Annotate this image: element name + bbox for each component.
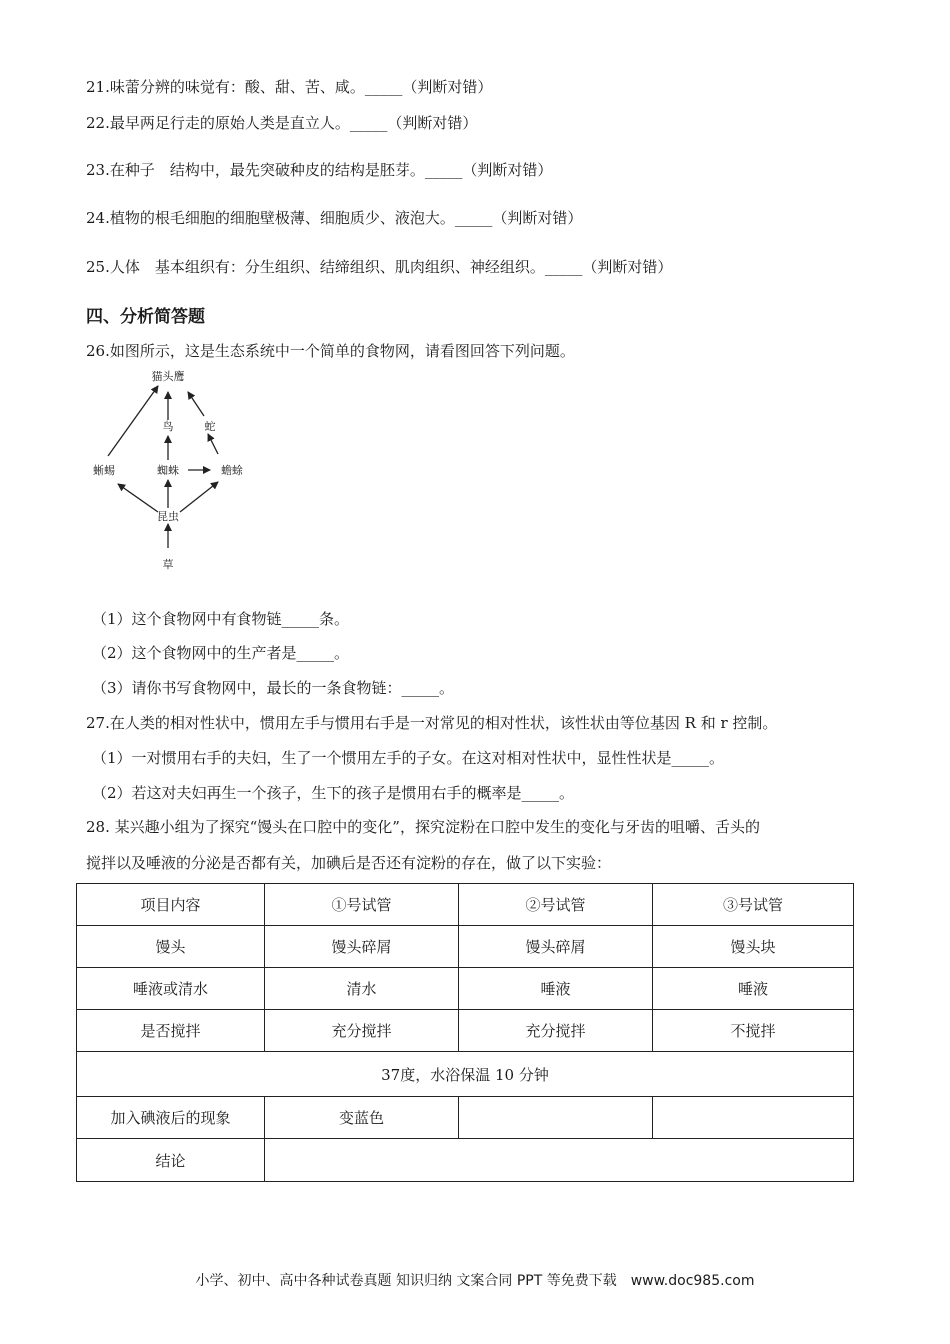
table-cell: 不搅拌 — [653, 1010, 854, 1052]
page-footer: 小学、初中、高中各种试卷真题 知识归纳 文案合同 PPT 等免费下载 www.doc985.com — [195, 1273, 755, 1289]
table-cell: 馒头碎屑 — [459, 926, 653, 968]
section-heading: 四、分析简答题 — [86, 307, 205, 327]
node-owl: 猫头鹰 — [151, 370, 185, 383]
table-cell: 充分搅拌 — [459, 1010, 653, 1052]
table-cell: 唾液 — [653, 968, 854, 1010]
question-26-sub2: （2）这个食物网中的生产者是_____。 — [92, 644, 350, 662]
table-cell: ③号试管 — [653, 884, 854, 926]
table-cell: 项目内容 — [77, 884, 265, 926]
table-cell: 37度，水浴保温 10 分钟 — [77, 1052, 854, 1097]
table-cell: ①号试管 — [265, 884, 459, 926]
table-cell: 清水 — [265, 968, 459, 1010]
food-web-diagram — [78, 362, 268, 582]
question-26-stem: 26.如图所示，这是生态系统中一个简单的食物网，请看图回答下列问题。 — [86, 342, 575, 360]
table-cell — [459, 1097, 653, 1139]
question-21: 21.味蕾分辨的味觉有：酸、甜、苦、咸。_____（判断对错） — [86, 78, 493, 96]
table-row-iodine — [77, 1097, 854, 1139]
table-cell: 唾液 — [459, 968, 653, 1010]
node-grass: 草 — [162, 558, 174, 571]
question-25: 25.人体 基本组织有：分生组织、结缔组织、肌肉组织、神经组织。_____（判断对错） — [86, 258, 673, 276]
table-row-temperature — [77, 1052, 854, 1097]
question-27-stem: 27.在人类的相对性状中，惯用左手与惯用右手是一对常见的相对性状，该性状由等位基因 R 和 r 控制。 — [86, 714, 778, 732]
table-cell: 加入碘液后的现象 — [77, 1097, 265, 1139]
question-22: 22.最早两足行走的原始人类是直立人。_____（判断对错） — [86, 114, 478, 132]
node-lizard: 蜥蜴 — [93, 464, 115, 477]
experiment-table — [76, 883, 854, 1182]
table-cell: 馒头块 — [653, 926, 854, 968]
table-cell: 变蓝色 — [265, 1097, 459, 1139]
table-cell — [653, 1097, 854, 1139]
table-cell: 馒头 — [77, 926, 265, 968]
table-cell: 结论 — [77, 1139, 265, 1182]
table-row-conclusion — [77, 1139, 854, 1182]
question-27-sub1: （1）一对惯用右手的夫妇，生了一个惯用左手的子女。在这对相对性状中，显性性状是_____。 — [92, 749, 725, 767]
node-snake: 蛇 — [204, 420, 216, 433]
table-cell: ②号试管 — [459, 884, 653, 926]
table-row-bread — [77, 926, 854, 968]
table-row-stir — [77, 1010, 854, 1052]
table-cell: 唾液或清水 — [77, 968, 265, 1010]
question-28-stem-line2: 搅拌以及唾液的分泌是否都有关，加碘后是否还有淀粉的存在，做了以下实验： — [86, 854, 612, 872]
node-frog: 蟾蜍 — [221, 464, 243, 477]
node-bird: 鸟 — [162, 420, 174, 433]
question-24: 24.植物的根毛细胞的细胞壁极薄、细胞质少、液泡大。_____（判断对错） — [86, 209, 583, 227]
node-spider: 蜘蛛 — [157, 464, 179, 477]
table-cell: 是否搅拌 — [77, 1010, 265, 1052]
table-cell: 馒头碎屑 — [265, 926, 459, 968]
node-insect: 昆虫 — [157, 510, 179, 523]
table-row-header — [77, 884, 854, 926]
table-cell: 充分搅拌 — [265, 1010, 459, 1052]
table-cell — [265, 1139, 854, 1182]
table-row-liquid — [77, 968, 854, 1010]
question-27-sub2: （2）若这对夫妇再生一个孩子，生下的孩子是惯用右手的概率是_____。 — [92, 784, 575, 802]
question-26-sub1: （1）这个食物网中有食物链_____条。 — [92, 610, 350, 628]
question-23: 23.在种子 结构中，最先突破种皮的结构是胚芽。_____（判断对错） — [86, 161, 553, 179]
question-26-sub3: （3）请你书写食物网中，最长的一条食物链：_____。 — [92, 679, 455, 697]
question-28-stem-line1: 28. 某兴趣小组为了探究“馒头在口腔中的变化”，探究淀粉在口腔中发生的变化与牙齿的咀嚼、舌头的 — [86, 818, 760, 836]
